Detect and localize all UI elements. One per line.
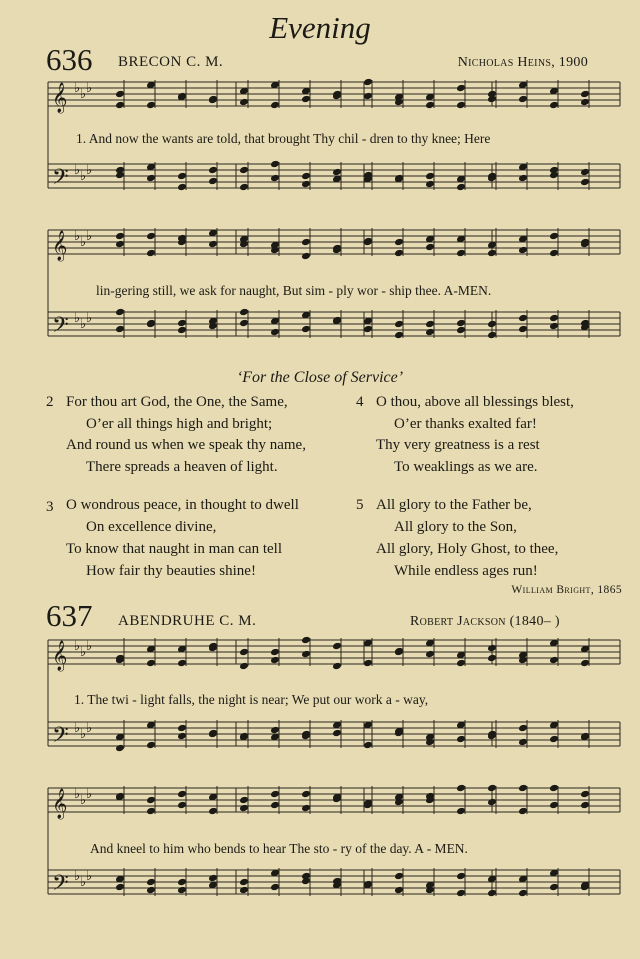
verse-line: And round us when we speak thy name, bbox=[66, 437, 306, 453]
verse-line: All glory to the Son, bbox=[394, 519, 517, 535]
svg-text:♭: ♭ bbox=[74, 786, 81, 801]
svg-text:♭: ♭ bbox=[80, 726, 87, 741]
svg-text:♭: ♭ bbox=[74, 80, 81, 95]
verse-number: 2 bbox=[46, 394, 54, 410]
tune-name-636: BRECON C. M. bbox=[118, 54, 224, 70]
svg-text:♭: ♭ bbox=[74, 228, 81, 243]
hymn-number-637: 637 bbox=[46, 598, 93, 633]
svg-text:𝄞: 𝄞 bbox=[52, 641, 68, 671]
svg-text:♭: ♭ bbox=[74, 720, 81, 735]
lyrics-637-line1: 1. The twi - light falls, the night is near; We put our work a - way, bbox=[74, 692, 429, 707]
lyrics-636-line1: 1. And now the wants are told, that brought Thy chil - dren to thy knee; Here bbox=[76, 131, 491, 146]
verse-line: O’er thanks exalted far! bbox=[394, 416, 537, 432]
svg-text:𝄞: 𝄞 bbox=[52, 83, 68, 113]
verse-number: 3 bbox=[46, 499, 54, 515]
verse-number: 5 bbox=[356, 497, 364, 513]
svg-text:♭: ♭ bbox=[80, 86, 87, 101]
svg-text:♭: ♭ bbox=[86, 80, 93, 95]
svg-text:♭: ♭ bbox=[86, 720, 93, 735]
svg-text:♭: ♭ bbox=[86, 162, 93, 177]
verse-number: 4 bbox=[356, 394, 364, 410]
svg-text:𝄞: 𝄞 bbox=[52, 789, 68, 819]
verse-line: To weaklings as we are. bbox=[394, 459, 538, 475]
svg-text:♭: ♭ bbox=[80, 316, 87, 331]
svg-text:♭: ♭ bbox=[86, 786, 93, 801]
lyrics-636-line2: lin-gering still, we ask for naught, But sim - ply wor - ship thee. A-MEN. bbox=[96, 283, 492, 298]
svg-text:♭: ♭ bbox=[80, 874, 87, 889]
svg-text:𝄢: 𝄢 bbox=[52, 313, 69, 343]
svg-text:♭: ♭ bbox=[86, 868, 93, 883]
verse-line: O wondrous peace, in thought to dwell bbox=[66, 497, 299, 513]
svg-text:♭: ♭ bbox=[80, 644, 87, 659]
composer-637: Robert Jackson (1840– ) bbox=[410, 614, 560, 629]
svg-text:♭: ♭ bbox=[74, 310, 81, 325]
svg-text:𝄢: 𝄢 bbox=[52, 165, 69, 195]
verse-line: While endless ages run! bbox=[394, 563, 538, 579]
verse-line: There spreads a heaven of light. bbox=[86, 459, 278, 475]
verse-line: How fair thy beauties shine! bbox=[86, 563, 256, 579]
section-title: Evening bbox=[269, 10, 371, 45]
verse-line: O’er all things high and bright; bbox=[86, 416, 273, 432]
svg-text:♭: ♭ bbox=[86, 228, 93, 243]
svg-text:♭: ♭ bbox=[74, 162, 81, 177]
svg-text:♭: ♭ bbox=[86, 638, 93, 653]
svg-text:♭: ♭ bbox=[80, 234, 87, 249]
verse-line: All glory, Holy Ghost, to thee, bbox=[376, 541, 559, 557]
svg-text:𝄢: 𝄢 bbox=[52, 871, 69, 901]
verses-subtitle: ‘For the Close of Service’ bbox=[236, 369, 404, 386]
lyrics-637-line2: And kneel to him who bends to hear The sto - ry of the day. A - MEN. bbox=[90, 841, 468, 856]
svg-text:♭: ♭ bbox=[80, 168, 87, 183]
svg-text:♭: ♭ bbox=[86, 310, 93, 325]
verse-line: Thy very greatness is a rest bbox=[376, 437, 540, 453]
svg-text:♭: ♭ bbox=[80, 792, 87, 807]
verse-line: On excellence divine, bbox=[86, 519, 217, 535]
verse-line: All glory to the Father be, bbox=[376, 497, 532, 513]
svg-text:♭: ♭ bbox=[74, 868, 81, 883]
verse-line: For thou art God, the One, the Same, bbox=[66, 394, 288, 410]
tune-name-637: ABENDRUHE C. M. bbox=[118, 613, 257, 629]
svg-text:𝄢: 𝄢 bbox=[52, 723, 69, 753]
verse-line: O thou, above all blessings blest, bbox=[376, 394, 574, 410]
hymn-author: William Bright, 1865 bbox=[511, 584, 622, 596]
hymn-number-636: 636 bbox=[46, 42, 93, 77]
svg-text:𝄞: 𝄞 bbox=[52, 231, 68, 261]
verse-line: To know that naught in man can tell bbox=[66, 541, 282, 557]
svg-text:♭: ♭ bbox=[74, 638, 81, 653]
composer-636: Nicholas Heins, 1900 bbox=[457, 55, 588, 70]
